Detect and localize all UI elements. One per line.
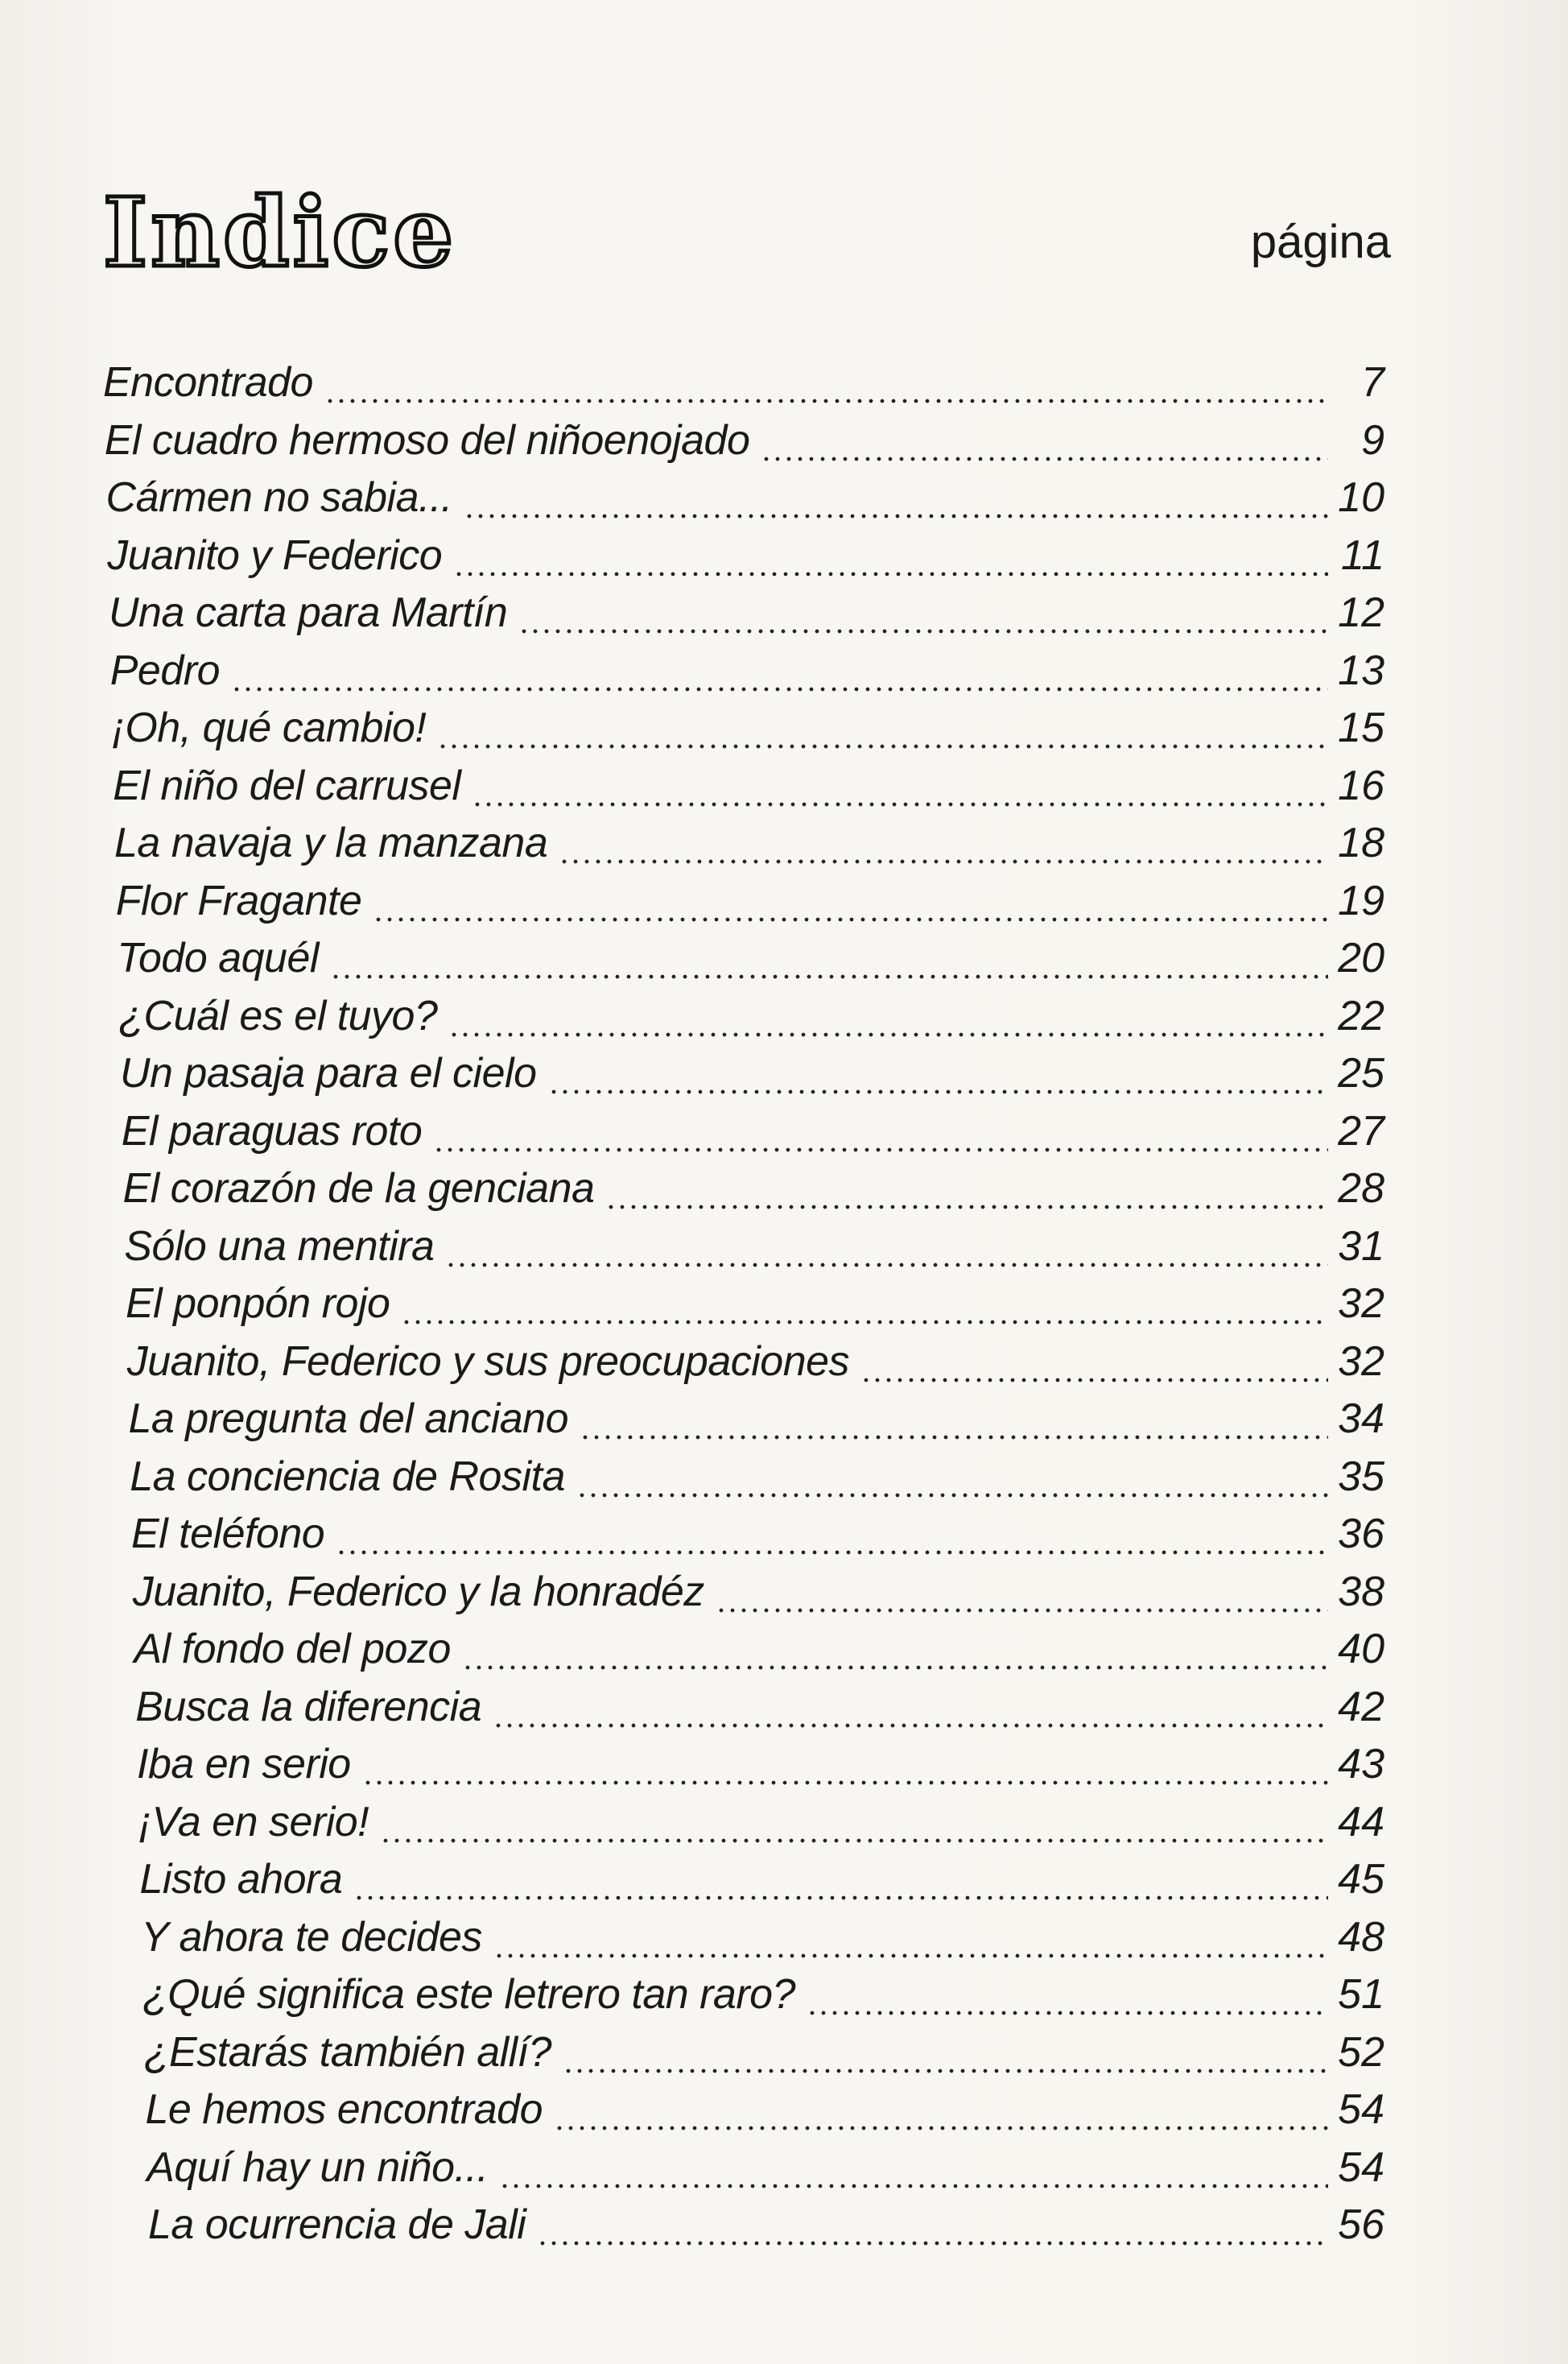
toc-entry — [113, 758, 1384, 814]
dot-leader — [559, 815, 1328, 871]
toc-entry — [118, 930, 1385, 986]
toc-entry-title: Sólo una mentira — [124, 1222, 435, 1270]
toc-entry-title: Juanito, Federico y la honradéz — [132, 1568, 704, 1615]
toc-entry-page-number: 36 — [1338, 1511, 1384, 1557]
toc-entry-page-number: 12 — [1338, 589, 1384, 636]
toc-entry-title: Una carta para Martín — [109, 589, 508, 636]
toc-entry-page-number: 56 — [1338, 2201, 1384, 2248]
toc-entry-title: Al fondo del pozo — [134, 1626, 451, 1672]
toc-entry — [106, 469, 1385, 526]
toc-entry-page-number: 27 — [1338, 1107, 1384, 1155]
index-header — [103, 176, 1391, 298]
toc-entry — [127, 1333, 1384, 1390]
toc-entry-title: Cármen no sabia... — [105, 474, 452, 521]
toc-entry — [141, 1909, 1384, 1965]
toc-entry-page-number: 54 — [1338, 2143, 1384, 2191]
toc-entry-page-number: 40 — [1338, 1626, 1384, 1672]
toc-entry — [114, 815, 1384, 871]
dot-leader — [605, 1160, 1328, 1217]
toc-entry-page-number: 51 — [1338, 1971, 1384, 2018]
dot-leader — [554, 2081, 1328, 2138]
toc-entry-page-number: 35 — [1338, 1453, 1384, 1500]
toc-entry — [105, 412, 1384, 469]
toc-entry-page-number: 43 — [1338, 1741, 1384, 1787]
toc-entry-page-number: 42 — [1338, 1683, 1384, 1730]
toc-entry-page-number: 10 — [1338, 474, 1384, 521]
toc-entry-page-number: 16 — [1338, 762, 1384, 809]
dot-leader — [563, 2024, 1328, 2081]
toc-entry — [140, 1851, 1385, 1907]
toc-entry-page-number: 20 — [1338, 935, 1384, 982]
dot-leader — [493, 1679, 1328, 1735]
toc-entry-page-number: 34 — [1338, 1395, 1384, 1442]
toc-entry-page-number: 11 — [1341, 531, 1384, 579]
dot-leader — [437, 700, 1328, 756]
toc-entry-page-number: 32 — [1338, 1280, 1384, 1327]
toc-entry-title: Le hemos encontrado — [145, 2086, 543, 2133]
toc-entry-page-number: 38 — [1338, 1568, 1384, 1615]
toc-entry-title: Un pasaja para el cielo — [120, 1050, 537, 1097]
toc-entry — [134, 1621, 1385, 1677]
toc-entry-title: Juanito y Federico — [107, 531, 443, 579]
toc-entry — [148, 2197, 1384, 2253]
dot-leader — [462, 1621, 1328, 1677]
toc-entry-title: Pedro — [109, 647, 221, 694]
dot-leader — [464, 469, 1328, 526]
toc-entry-title: ¿Cuál es el tuyo? — [118, 992, 438, 1039]
toc-entry-title: Aquí hay un niño... — [146, 2143, 489, 2191]
toc-entry-page-number: 25 — [1338, 1050, 1384, 1097]
dot-leader — [807, 1966, 1328, 2023]
toc-entry — [123, 1160, 1385, 1217]
toc-entry-page-number: 32 — [1338, 1337, 1384, 1385]
toc-entry-page-number: 45 — [1338, 1856, 1384, 1903]
toc-entry — [103, 354, 1384, 411]
toc-entry-title: ¡Oh, qué cambio! — [111, 705, 427, 751]
toc-entry-page-number: 22 — [1338, 992, 1384, 1039]
toc-entry-page-number: 13 — [1338, 647, 1384, 694]
toc-entry — [120, 1045, 1384, 1101]
dot-leader — [580, 1391, 1328, 1447]
dot-leader — [499, 2139, 1328, 2196]
dot-leader — [401, 1275, 1328, 1332]
toc-entry-title: El ponpón rojo — [126, 1280, 390, 1327]
dot-leader — [433, 1103, 1328, 1159]
dot-leader — [445, 1218, 1328, 1275]
toc-entry — [122, 1103, 1384, 1159]
toc-entry — [142, 1966, 1384, 2023]
toc-entry-title: El cuadro hermoso del niñoenojado — [104, 416, 750, 464]
toc-entry-title: Encontrado — [103, 359, 313, 406]
toc-entry — [112, 700, 1385, 756]
dot-leader — [231, 643, 1328, 699]
toc-entry-page-number: 19 — [1338, 877, 1384, 924]
toc-entry-page-number: 18 — [1338, 820, 1384, 866]
toc-entry-title: Flor Fragante — [115, 877, 362, 924]
dot-leader — [353, 1851, 1328, 1907]
toc-entry-title: ¡Va en serio! — [138, 1798, 369, 1845]
toc-entry-page-number: 54 — [1338, 2086, 1384, 2133]
toc-entry-page-number: 9 — [1361, 416, 1384, 464]
page-column-label: página — [1250, 216, 1391, 268]
toc-entry — [124, 1218, 1384, 1275]
toc-entry-title: El niño del carrusel — [113, 762, 461, 809]
toc-entry — [116, 873, 1384, 929]
toc-entry-title: ¿Qué significa este letrero tan raro? — [142, 1971, 796, 2018]
dot-leader — [493, 1909, 1328, 1965]
toc-entry — [126, 1275, 1384, 1332]
toc-entry — [146, 2139, 1384, 2196]
dot-leader — [453, 527, 1328, 584]
dot-leader — [761, 412, 1328, 469]
toc-entry — [129, 1391, 1385, 1447]
toc-entry-title: El paraguas roto — [121, 1107, 423, 1155]
toc-entry-page-number: 7 — [1361, 359, 1384, 406]
toc-entry-title: ¿Estarás también allí? — [143, 2028, 552, 2076]
dot-leader — [362, 1736, 1328, 1792]
toc-entry-title: Juanito, Federico y sus preocupaciones — [126, 1337, 850, 1385]
toc-entry-title: Y ahora te decides — [141, 1913, 482, 1961]
dot-leader — [330, 930, 1328, 986]
toc-entry-title: La ocurrencia de Jali — [148, 2201, 526, 2248]
toc-entry-title: La conciencia de Rosita — [130, 1453, 565, 1500]
toc-entry-title: Busca la diferencia — [135, 1683, 482, 1730]
toc-entry — [130, 1449, 1384, 1505]
toc-entry-title: Iba en serio — [137, 1741, 351, 1787]
dot-leader — [373, 873, 1328, 929]
toc-entry — [110, 643, 1384, 699]
toc-entry-title: El teléfono — [131, 1511, 325, 1557]
toc-entry — [133, 1564, 1384, 1620]
toc-entry — [131, 1506, 1384, 1562]
toc-entry-title: El corazón de la genciana — [122, 1165, 595, 1212]
toc-entry — [135, 1679, 1384, 1735]
dot-leader — [324, 354, 1328, 411]
toc-entry-page-number: 15 — [1338, 705, 1384, 751]
toc-entry-page-number: 44 — [1338, 1798, 1384, 1845]
page-title: Indice — [103, 176, 457, 288]
dot-leader — [518, 585, 1328, 641]
toc-entry-page-number: 31 — [1338, 1222, 1384, 1270]
dot-leader — [448, 988, 1328, 1044]
toc-entry — [138, 1794, 1384, 1850]
toc-entry-page-number: 28 — [1338, 1165, 1384, 1212]
dot-leader — [336, 1506, 1328, 1562]
dot-leader — [860, 1333, 1328, 1390]
dot-leader — [716, 1564, 1328, 1620]
dot-leader — [548, 1045, 1329, 1101]
toc-entry-title: Listo ahora — [139, 1856, 343, 1903]
toc-entry-title: La navaja y la manzana — [114, 820, 548, 866]
toc-entry — [137, 1736, 1384, 1792]
toc-entry-title: La pregunta del anciano — [128, 1395, 569, 1442]
toc-entry — [118, 988, 1384, 1044]
dot-leader — [537, 2197, 1328, 2253]
toc-entry-page-number: 48 — [1338, 1913, 1384, 1961]
dot-leader — [576, 1449, 1328, 1505]
toc-entry — [146, 2081, 1385, 2138]
dot-leader — [380, 1794, 1328, 1850]
toc-entry-title: Todo aquél — [117, 935, 319, 982]
toc-entry — [107, 527, 1384, 584]
dot-leader — [472, 758, 1328, 814]
toc-entry-page-number: 52 — [1338, 2028, 1384, 2076]
toc-entry — [109, 585, 1384, 641]
toc-entry — [144, 2024, 1384, 2081]
